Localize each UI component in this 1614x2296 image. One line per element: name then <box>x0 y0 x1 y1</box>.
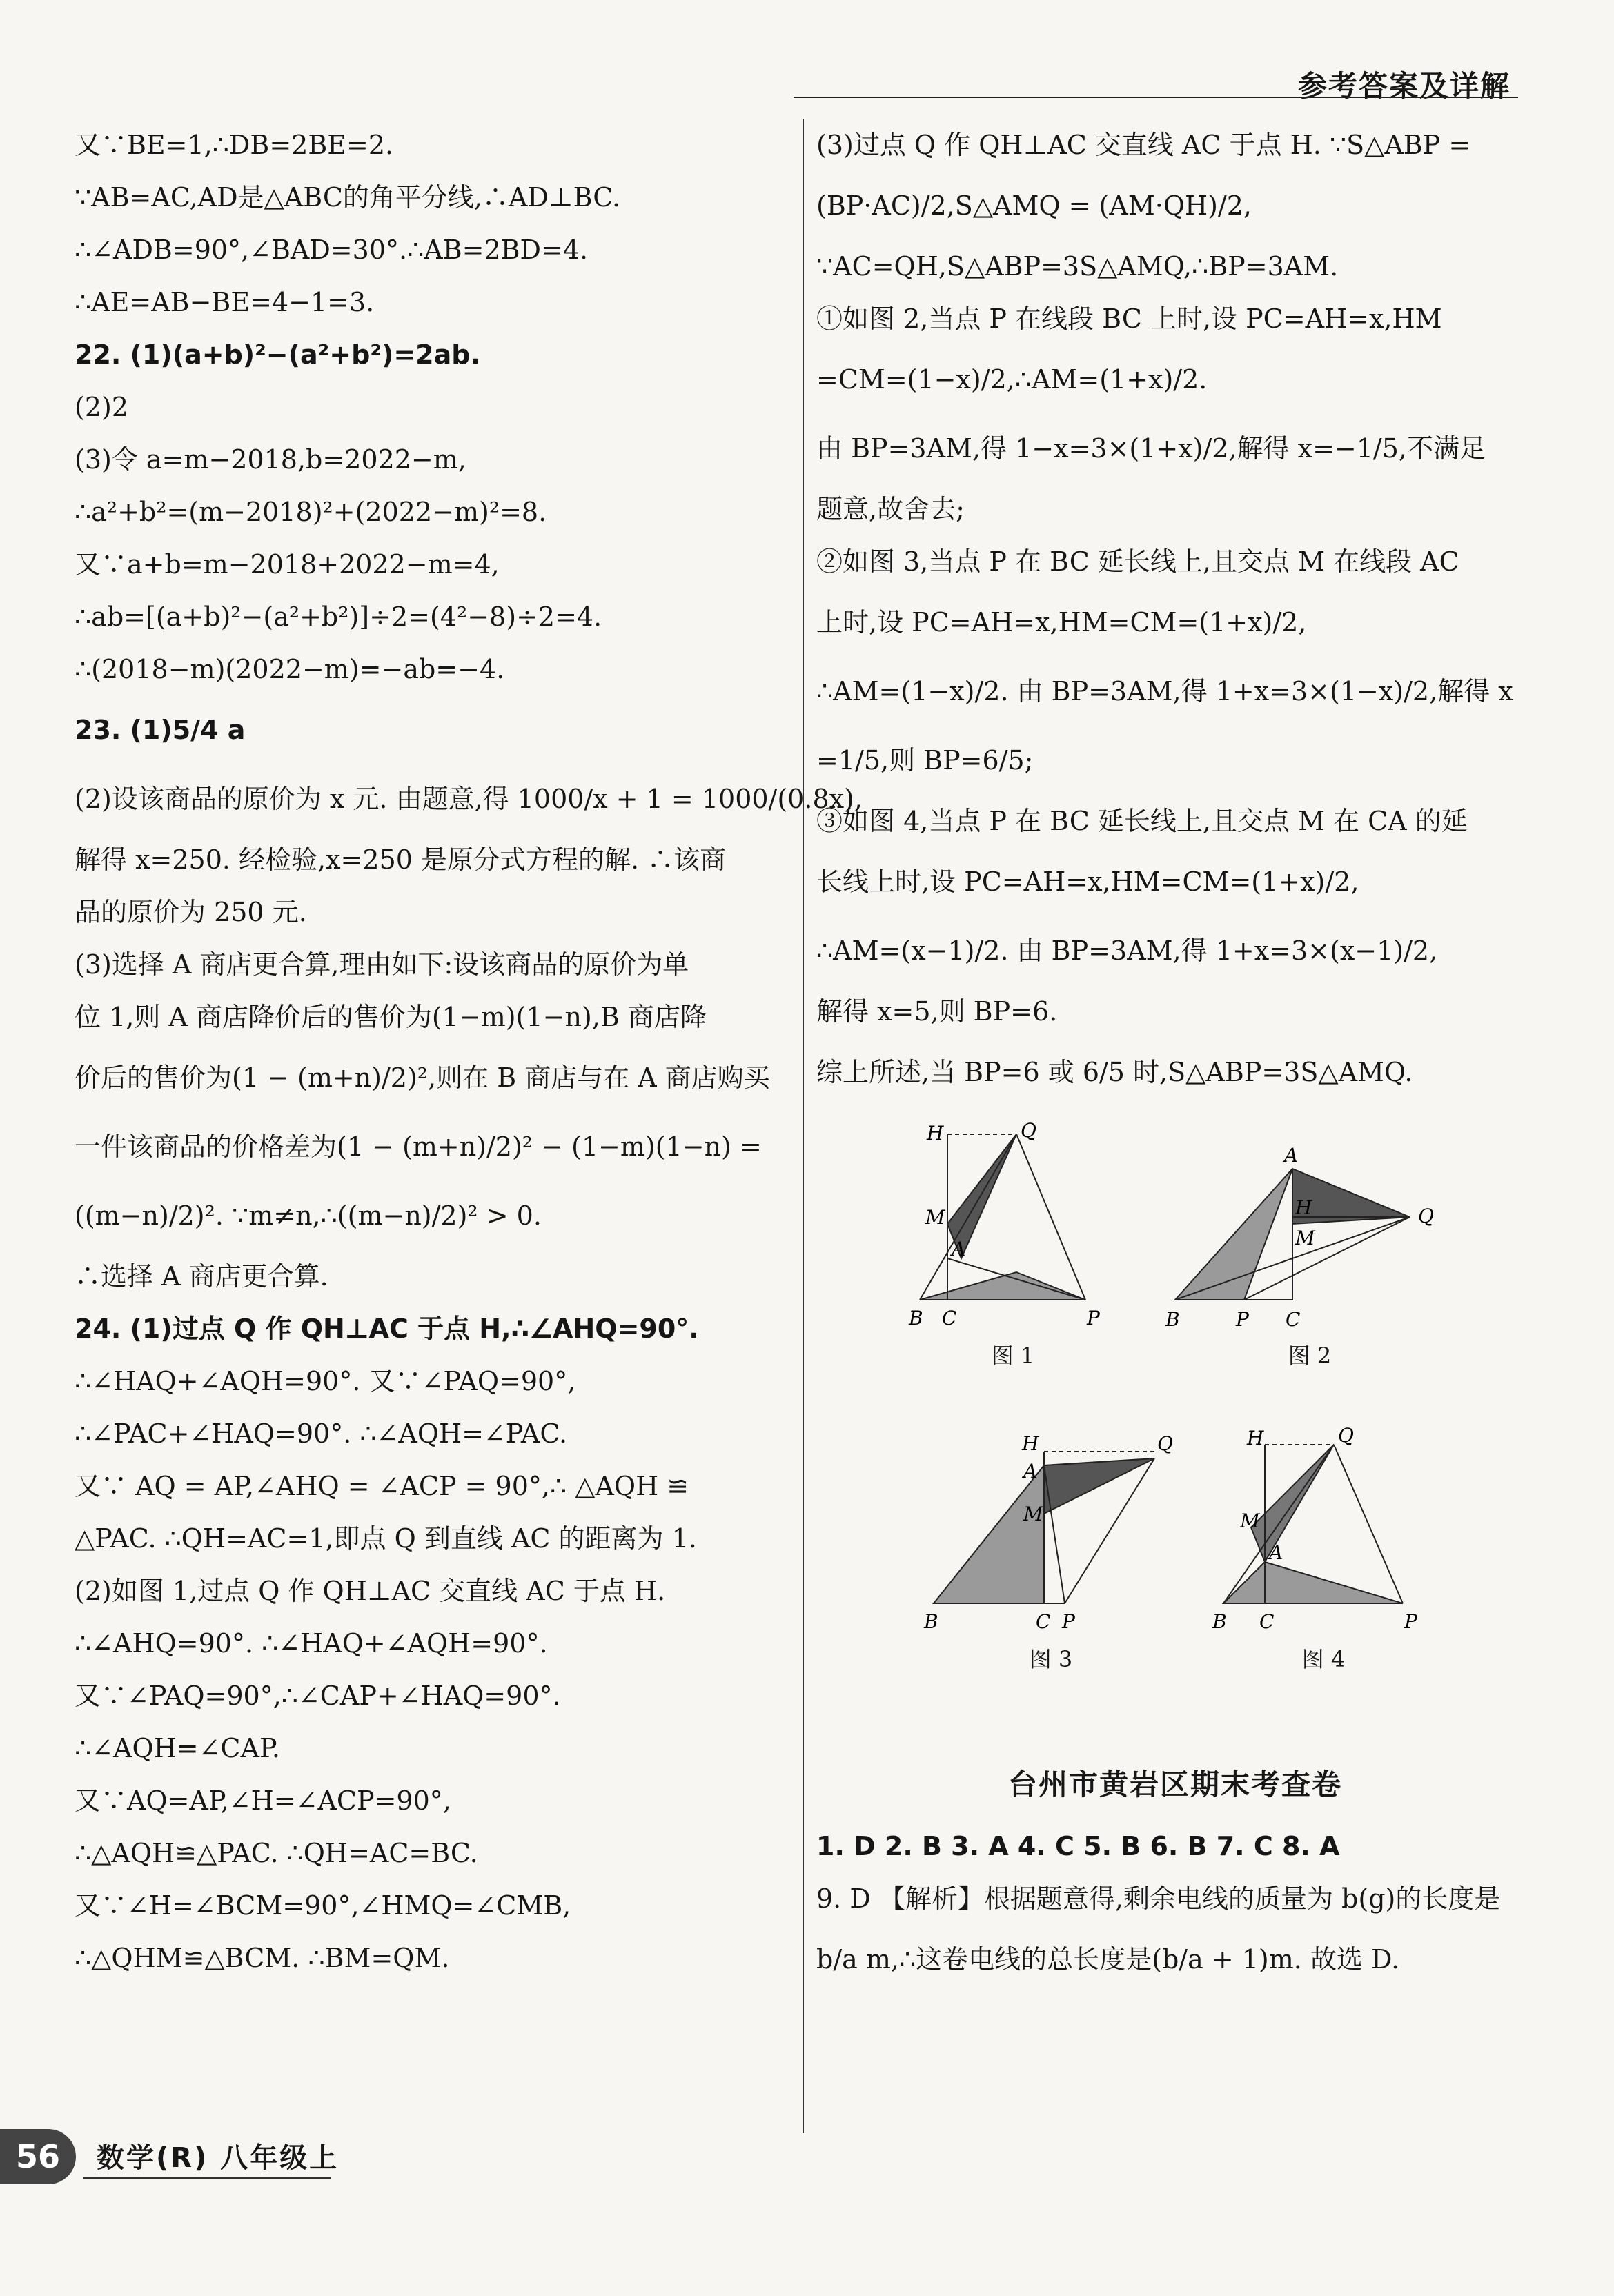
left-column <box>75 119 863 1984</box>
figure-4-caption: 图 4 <box>1301 1646 1346 1672</box>
label-B: B <box>909 1307 923 1329</box>
text-line: ∵AC=QH,S△ABP=3S△AMQ,∴BP=3AM. <box>816 251 1339 281</box>
header-rule <box>794 97 1518 98</box>
question-9-line-1: 9. D 【解析】根据题意得,剩余电线的质量为 b(g)的长度是 <box>816 1883 1501 1914</box>
text-line: 长线上时,设 PC=AH=x,HM=CM=(1+x)/2, <box>816 867 1359 897</box>
label-H: H <box>1022 1432 1039 1455</box>
page-header-title: 参考答案及详解 <box>1297 69 1510 103</box>
text-line: 位 1,则 A 商店降价后的售价为(1−m)(1−n),B 商店降 <box>75 1002 707 1032</box>
figure-3 <box>920 1424 1182 1674</box>
text-line: ①如图 2,当点 P 在线段 BC 上时,设 PC=AH=x,HM <box>816 304 1442 334</box>
text-line: ∴(2018−m)(2022−m)=−ab=−4. <box>75 654 505 684</box>
column-divider <box>803 119 804 2133</box>
text-line: ∴∠AQH=∠CAP. <box>75 1733 280 1763</box>
page-footer <box>0 2125 621 2208</box>
question-24-part-1: 24. (1)过点 Q 作 QH⊥AC 于点 H,∴∠AHQ=90°. <box>75 1314 699 1344</box>
label-H: H <box>927 1122 944 1145</box>
text-line: ②如图 3,当点 P 在 BC 延长线上,且交点 M 在线段 AC <box>816 546 1459 577</box>
label-H: H <box>1247 1427 1264 1449</box>
label-M: M <box>1295 1227 1315 1249</box>
text-line: 又∵∠PAQ=90°,∴∠CAP+∠HAQ=90°. <box>75 1681 561 1711</box>
footer-book-title: 数学(R) 八年级上 <box>97 2142 339 2174</box>
label-B: B <box>1212 1610 1227 1633</box>
text-line: ∴∠PAC+∠HAQ=90°. ∴∠AQH=∠PAC. <box>75 1418 568 1449</box>
page-number-badge: 56 <box>0 2129 76 2184</box>
text-line: 价后的售价为(1 − (m+n)/2)²,则在 B 商店与在 A 商店购买 <box>75 1062 770 1093</box>
question-9-line-2: b/a m,∴这卷电线的总长度是(b/a + 1)m. 故选 D. <box>816 1944 1400 1975</box>
text-line: ∴∠HAQ+∠AQH=90°. 又∵∠PAQ=90°, <box>75 1366 576 1396</box>
figure-4 <box>1210 1424 1437 1674</box>
text-line: ∴△QHM≌△BCM. ∴BM=QM. <box>75 1943 450 1973</box>
text-line: ∴a²+b²=(m−2018)²+(2022−m)²=8. <box>75 497 547 527</box>
figure-2-caption: 图 2 <box>1288 1343 1332 1369</box>
label-A: A <box>1284 1144 1299 1167</box>
text-line: 又∵ AQ = AP,∠AHQ = ∠ACP = 90°,∴ △AQH ≌ <box>75 1471 689 1501</box>
figure-2-diagram <box>1161 1141 1458 1334</box>
right-column <box>816 119 1534 1994</box>
text-line: 综上所述,当 BP=6 或 6/5 时,S△ABP=3S△AMQ. <box>816 1057 1413 1087</box>
text-line: ∴AE=AB−BE=4−1=3. <box>75 287 375 317</box>
text-line: 一件该商品的价格差为(1 − (m+n)/2)² − (1−m)(1−n) = <box>75 1131 762 1162</box>
label-A: A <box>1269 1541 1283 1564</box>
text-line: (3)令 a=m−2018,b=2022−m, <box>75 444 466 475</box>
label-A: A <box>1023 1460 1038 1483</box>
label-H: H <box>1295 1196 1312 1219</box>
label-Q: Q <box>1338 1424 1354 1447</box>
figure-1 <box>906 1120 1120 1370</box>
label-Q: Q <box>1157 1432 1173 1455</box>
text-line: 上时,设 PC=AH=x,HM=CM=(1+x)/2, <box>816 607 1307 637</box>
text-line: ③如图 4,当点 P 在 BC 延长线上,且交点 M 在 CA 的延 <box>816 806 1468 836</box>
text-line: =CM=(1−x)/2,∴AM=(1+x)/2. <box>816 364 1208 395</box>
text-line: ∴△AQH≌△PAC. ∴QH=AC=BC. <box>75 1838 478 1868</box>
label-C: C <box>1259 1610 1275 1633</box>
figure-3-caption: 图 3 <box>1029 1646 1073 1672</box>
figure-2 <box>1161 1141 1458 1370</box>
question-22-part-1: 22. (1)(a+b)²−(a²+b²)=2ab. <box>75 339 480 370</box>
section-title: 台州市黄岩区期末考查卷 <box>1007 1768 1342 1801</box>
label-M: M <box>1240 1510 1260 1532</box>
text-line: 解得 x=250. 经检验,x=250 是原分式方程的解. ∴该商 <box>75 844 727 875</box>
text-line: ∴AM=(1−x)/2. 由 BP=3AM,得 1+x=3×(1−x)/2,解得 x <box>816 676 1513 706</box>
footer-rule <box>83 2177 331 2179</box>
figure-1-diagram <box>906 1120 1120 1334</box>
text-line: 又∵a+b=m−2018+2022−m=4, <box>75 549 500 580</box>
label-C: C <box>1286 1308 1301 1331</box>
text-line: △PAC. ∴QH=AC=1,即点 Q 到直线 AC 的距离为 1. <box>75 1523 697 1554</box>
text-line: ∴∠AHQ=90°. ∴∠HAQ+∠AQH=90°. <box>75 1628 548 1659</box>
text-line: (3)过点 Q 作 QH⊥AC 交直线 AC 于点 H. ∵S△ABP = <box>816 130 1471 160</box>
text-line: 品的原价为 250 元. <box>75 897 307 927</box>
label-C: C <box>1036 1610 1051 1633</box>
label-B: B <box>1165 1308 1180 1331</box>
text-line: ∴∠ADB=90°,∠BAD=30°.∴AB=2BD=4. <box>75 235 589 265</box>
text-line: ((m−n)/2)². ∵m≠n,∴((m−n)/2)² > 0. <box>75 1200 542 1231</box>
text-line: 又∵BE=1,∴DB=2BE=2. <box>75 130 394 160</box>
text-line: =1/5,则 BP=6/5; <box>816 745 1034 775</box>
question-23-part-1: 23. (1)5/4 a <box>75 715 246 745</box>
text-line: ∴选择 A 商店更合算. <box>75 1261 328 1292</box>
figure-1-caption: 图 1 <box>991 1343 1035 1369</box>
text-line: (2)设该商品的原价为 x 元. 由题意,得 1000/x + 1 = 1000/(0.8x), <box>75 784 863 814</box>
text-line: 由 BP=3AM,得 1−x=3×(1+x)/2,解得 x=−1/5,不满足 <box>816 433 1486 464</box>
text-line: ∴ab=[(a+b)²−(a²+b²)]÷2=(4²−8)÷2=4. <box>75 602 602 632</box>
text-line: ∴AM=(x−1)/2. 由 BP=3AM,得 1+x=3×(x−1)/2, <box>816 936 1438 966</box>
label-M: M <box>925 1206 945 1229</box>
text-line: (2)如图 1,过点 Q 作 QH⊥AC 交直线 AC 于点 H. <box>75 1576 666 1606</box>
label-P: P <box>1087 1307 1100 1329</box>
answer-key-line: 1. D 2. B 3. A 4. C 5. B 6. B 7. C 8. A <box>816 1831 1340 1861</box>
text-line: 又∵AQ=AP,∠H=∠ACP=90°, <box>75 1785 451 1816</box>
label-M: M <box>1023 1503 1043 1525</box>
figure-3-diagram <box>920 1424 1182 1638</box>
label-P: P <box>1404 1610 1417 1633</box>
text-line: (BP·AC)/2,S△AMQ = (AM·QH)/2, <box>816 190 1252 221</box>
label-Q: Q <box>1418 1205 1434 1227</box>
label-C: C <box>942 1307 957 1329</box>
label-P: P <box>1062 1610 1075 1633</box>
text-line: (3)选择 A 商店更合算,理由如下:设该商品的原价为单 <box>75 949 689 980</box>
figures-area <box>816 1120 1534 1748</box>
text-line: 题意,故舍去; <box>816 494 965 524</box>
label-A: A <box>952 1238 966 1260</box>
label-Q: Q <box>1021 1120 1036 1142</box>
text-line: 又∵∠H=∠BCM=90°,∠HMQ=∠CMB, <box>75 1890 571 1921</box>
label-B: B <box>924 1610 938 1633</box>
text-line: 解得 x=5,则 BP=6. <box>816 996 1058 1027</box>
text-line: (2)2 <box>75 392 129 422</box>
text-line: ∵AB=AC,AD是△ABC的角平分线,∴AD⊥BC. <box>75 182 621 212</box>
figure-4-diagram <box>1210 1424 1437 1638</box>
label-P: P <box>1236 1308 1249 1331</box>
